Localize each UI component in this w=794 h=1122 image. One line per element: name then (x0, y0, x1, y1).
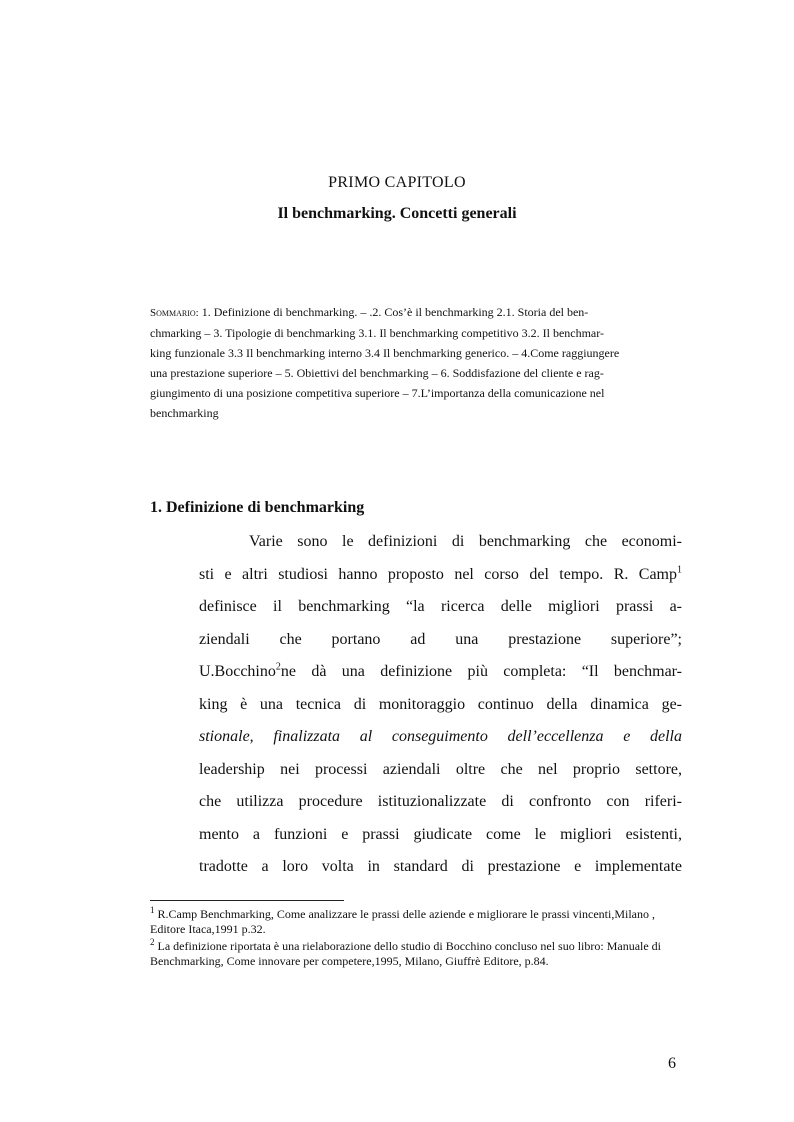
footnotes (150, 907, 682, 971)
summary-line: chmarking – 3. Tipologie di benchmarking 3.1. Il benchmarking competitivo 3.2. Il benchmar- (150, 326, 605, 340)
footnote-ref: 2 (275, 661, 281, 673)
body-line: definisce il benchmarking “la ricerca delle migliori prassi a- (199, 598, 682, 615)
footnote-number: 2 (150, 937, 155, 947)
body-line: sti e altri studiosi hanno proposto nel corso del tempo. R. Camp$^1$ (199, 564, 682, 583)
body-line: che utilizza procedure istituzionalizzate di confronto con riferi- (199, 793, 682, 810)
footnote (150, 907, 682, 937)
body-line: king è una tecnica di monitoraggio continuo della dinamica ge- (199, 695, 682, 713)
summary-line: giungimento di una posizione competitiva superiore – 7.L’importanza della comunicazione nel (150, 386, 605, 400)
body-line: mento a funzioni e prassi giudicate come le migliori esistenti, (199, 825, 682, 843)
summary-label: Sommario: (150, 307, 199, 319)
summary-line: 1. Definizione di benchmarking. – .2. Cos’è il benchmarking 2.1. Storia del ben- (201, 305, 589, 319)
footnote-number: 1 (150, 905, 155, 915)
summary-line: benchmarking (150, 406, 219, 420)
summary-line: king funzionale 3.3 Il benchmarking interno 3.4 Il benchmarking generico. – 4.Come raggiungere (150, 346, 620, 360)
footnote (150, 939, 682, 969)
body-line: ziendali che portano ad una prestazione superiore”; (199, 630, 682, 648)
summary-line: una prestazione superiore – 5. Obiettivi del benchmarking – 6. Soddisfazione del cliente e rag- (150, 366, 604, 380)
section-body (199, 526, 682, 884)
page-number: 6 (668, 1055, 676, 1072)
body-line: Varie sono le definizioni di benchmarking che economi- (249, 533, 682, 550)
body-line: leadership nei processi aziendali oltre che nel proprio settore, (199, 760, 682, 778)
body-line: tradotte a loro volta in standard di prestazione e implementate (199, 858, 682, 875)
section-heading: 1. Definizione di benchmarking (150, 499, 365, 516)
footnote-divider (150, 900, 344, 901)
chapter-heading: PRIMO CAPITOLO (328, 174, 466, 191)
footnote-ref: 1 (677, 564, 682, 576)
chapter-summary (150, 302, 682, 423)
body-line: U.Bocchino$^2$ne dà una definizione più completa: “Il benchmar- (199, 661, 682, 680)
body-line: stionale, finalizzata al conseguimento dell’eccellenza e della (199, 728, 682, 745)
footnote-text: R.Camp Benchmarking, Come analizzare le prassi delle aziende e migliorare le prassi vincenti,Milano , Editore Itaca,1991 p.32. (150, 907, 655, 936)
chapter-subtitle: Il benchmarking. Concetti generali (277, 205, 517, 222)
footnote-text: La definizione riportata è una rielaborazione dello studio di Bocchino concluso nel suo libro: Manuale di Benchmarking, Come innovare per competere,1995, Milano, Giuffrè Editore, p.84. (150, 939, 662, 968)
